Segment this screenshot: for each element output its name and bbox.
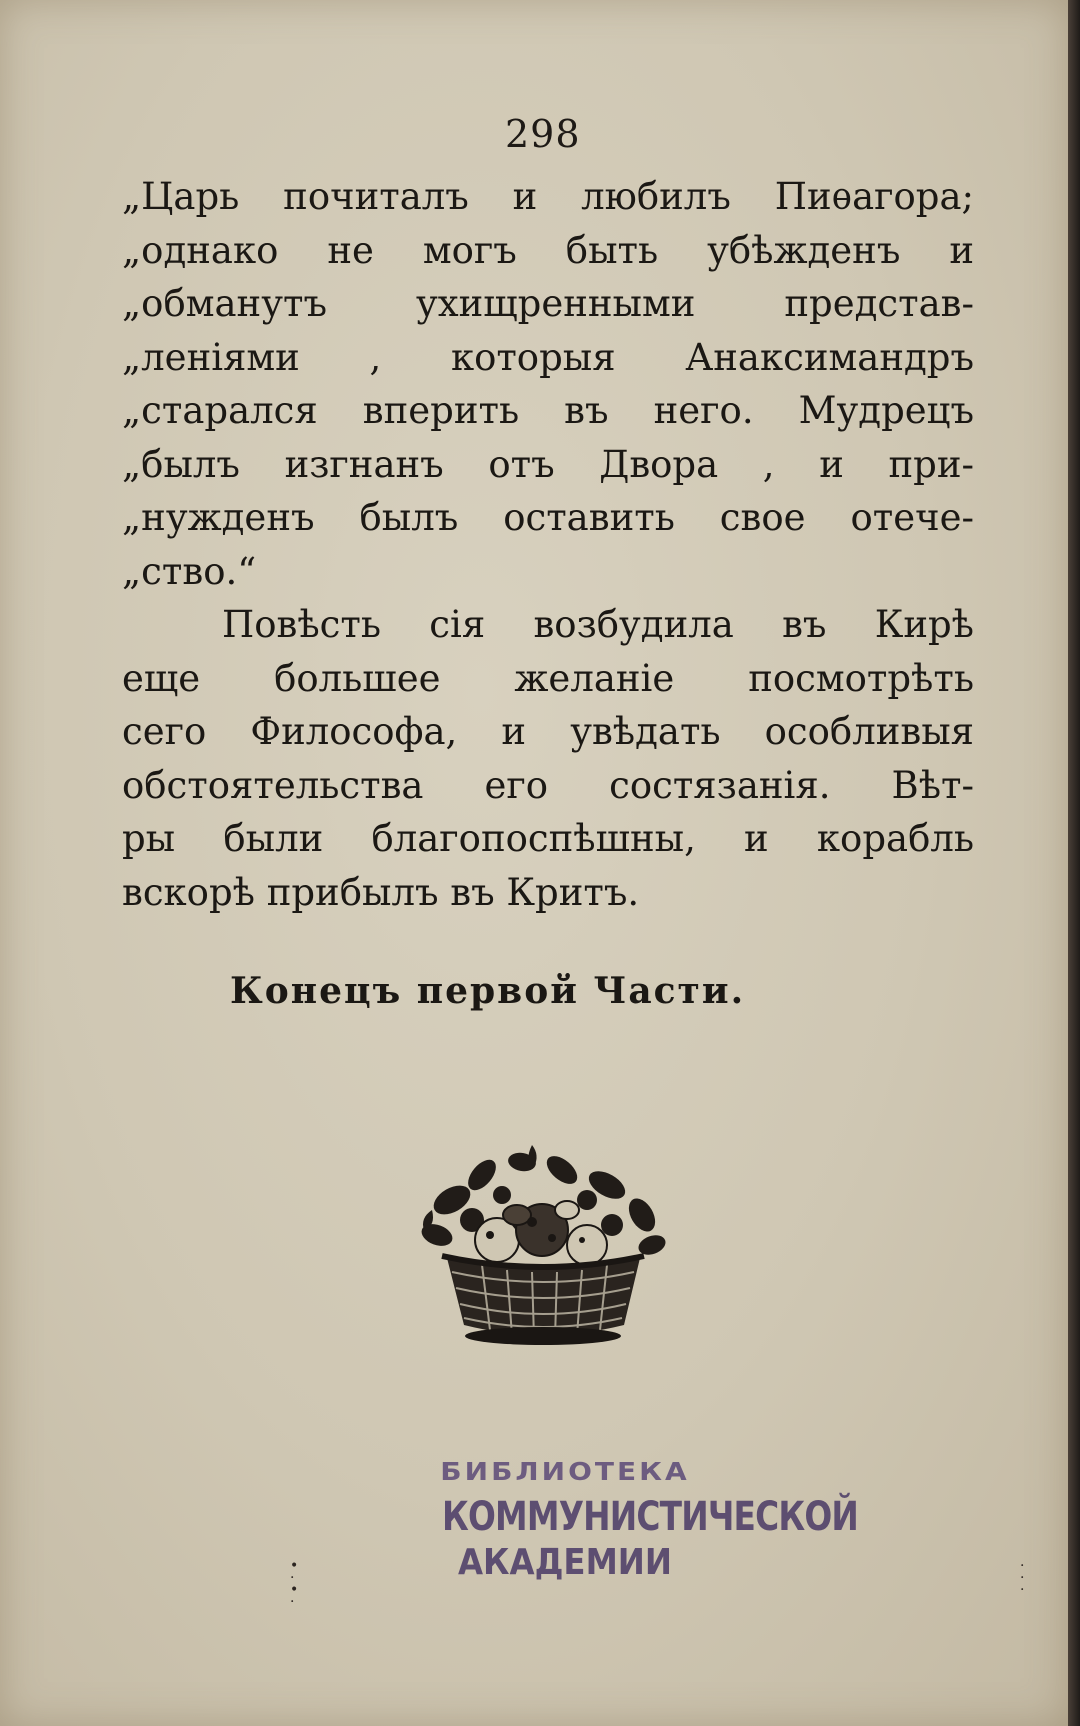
stamp-line: БИБЛИОТЕКА [440,1456,690,1487]
text-line: Повѣсть сія возбудила въ Кирѣ [222,603,974,646]
text-line: „старался вперить въ него. Мудрецъ [122,389,974,432]
text-line: „нужденъ былъ оставить свое отече- [122,496,974,539]
page-number: 298 [505,112,581,156]
page-edge [1068,0,1080,1726]
text-line: „былъ изгнанъ отъ Двора , и при- [122,442,974,486]
text-line: „однако не могъ быть убѣжденъ и [122,228,974,272]
library-stamp [415,1455,859,1583]
stamp-line: КОММУНИСТИЧЕСКОЙ [442,1494,859,1540]
text-line: „ство.“ [122,549,257,593]
text-line: обстоятельства его состязанія. Вѣт- [122,763,974,807]
text-line: еще большее желаніе посмотрѣть [122,656,974,700]
text-line: вскорѣ прибылъ въ Критъ. [122,870,640,914]
fruit-basket-ornament [412,1140,674,1355]
text-line: ры были благопоспѣшны, и корабль [122,817,974,860]
ink-mark: · · · [1020,1558,1025,1598]
text-line: „леніями , которыя Анаксимандръ [122,335,974,379]
main-text [122,170,974,919]
ink-mark: • · • · [290,1558,299,1610]
stamp-line: АКАДЕМИИ [457,1542,673,1583]
text-line: сего Философа, и увѣдать особливыя [122,710,974,753]
text-line: „обманутъ ухищренными представ- [122,282,974,325]
text-line: „Царь почиталъ и любилъ Пиѳагора; [122,175,974,218]
part-ending: Конецъ первой Части. [230,970,746,1012]
